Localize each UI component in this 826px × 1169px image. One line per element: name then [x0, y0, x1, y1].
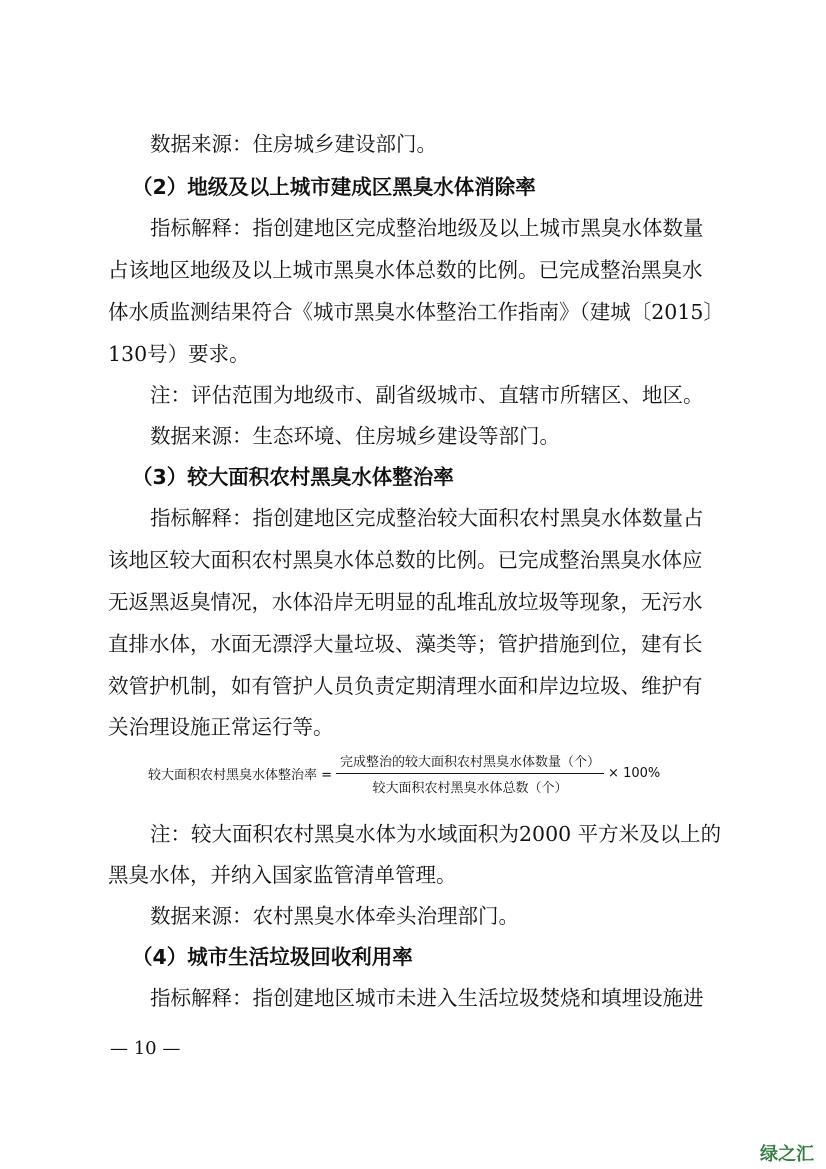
paragraph-3-line-5: 效管护机制，如有管护人员负责定期清理水面和岸边垃圾、维护有 [108, 674, 703, 698]
paragraph-2-line-3: 体水质监测结果符合《城市黑臭水体整治工作指南》（建城〔2015〕 [108, 300, 724, 324]
source-line-1: 数据来源：住房城乡建设部门。 [150, 132, 437, 156]
paragraph-3-line-6: 关治理设施正常运行等。 [108, 715, 334, 739]
paragraph-2-line-2: 占该地区地级及以上城市黑臭水体总数的比例。已完成整治黑臭水 [108, 258, 703, 282]
note-line-3: 黑臭水体，并纳入国家监管清单管理。 [108, 863, 457, 887]
formula [148, 748, 660, 798]
source-line-3: 数据来源：农村黑臭水体牵头治理部门。 [150, 904, 519, 928]
watermark-logo: 绿之汇 [760, 1144, 814, 1165]
source-line-2: 数据来源：生态环境、住房城乡建设等部门。 [150, 424, 560, 448]
paragraph-4-line-1: 指标解释：指创建地区城市未进入生活垃圾焚烧和填埋设施进 [150, 986, 704, 1010]
formula-numerator: 完成整治的较大面积农村黑臭水体数量（个） [336, 751, 604, 774]
heading-3: （3）较大面积农村黑臭水体整治率 [132, 465, 454, 489]
paragraph-2-line-4: 130号）要求。 [108, 342, 250, 366]
note-line-2: 注：较大面积农村黑臭水体为水域面积为2000 平方米及以上的 [150, 822, 722, 846]
formula-lhs: 较大面积农村黑臭水体整治率 = [148, 767, 333, 783]
paragraph-3-line-2: 该地区较大面积农村黑臭水体总数的比例。已完成整治黑臭水体应 [108, 548, 703, 572]
heading-4: （4）城市生活垃圾回收利用率 [132, 945, 413, 969]
formula-denominator: 较大面积农村黑臭水体总数（个） [372, 780, 568, 796]
heading-2: （2）地级及以上城市建成区黑臭水体消除率 [132, 175, 536, 199]
paragraph-3-line-3: 无返黑返臭情况，水体沿岸无明显的乱堆乱放垃圾等现象，无污水 [108, 590, 703, 614]
formula-multiplier: × 100% [608, 765, 661, 781]
note-line-1: 注：评估范围为地级市、副省级城市、直辖市所辖区、地区。 [150, 383, 704, 407]
paragraph-3-line-4: 直排水体，水面无漂浮大量垃圾、藻类等；管护措施到位，建有长 [108, 632, 703, 656]
page-number: — 10 — [110, 1038, 181, 1059]
paragraph-3-line-1: 指标解释：指创建地区完成整治较大面积农村黑臭水体数量占 [150, 506, 704, 530]
formula-fraction [336, 751, 604, 796]
paragraph-2-line-1: 指标解释：指创建地区完成整治地级及以上城市黑臭水体数量 [150, 216, 704, 240]
